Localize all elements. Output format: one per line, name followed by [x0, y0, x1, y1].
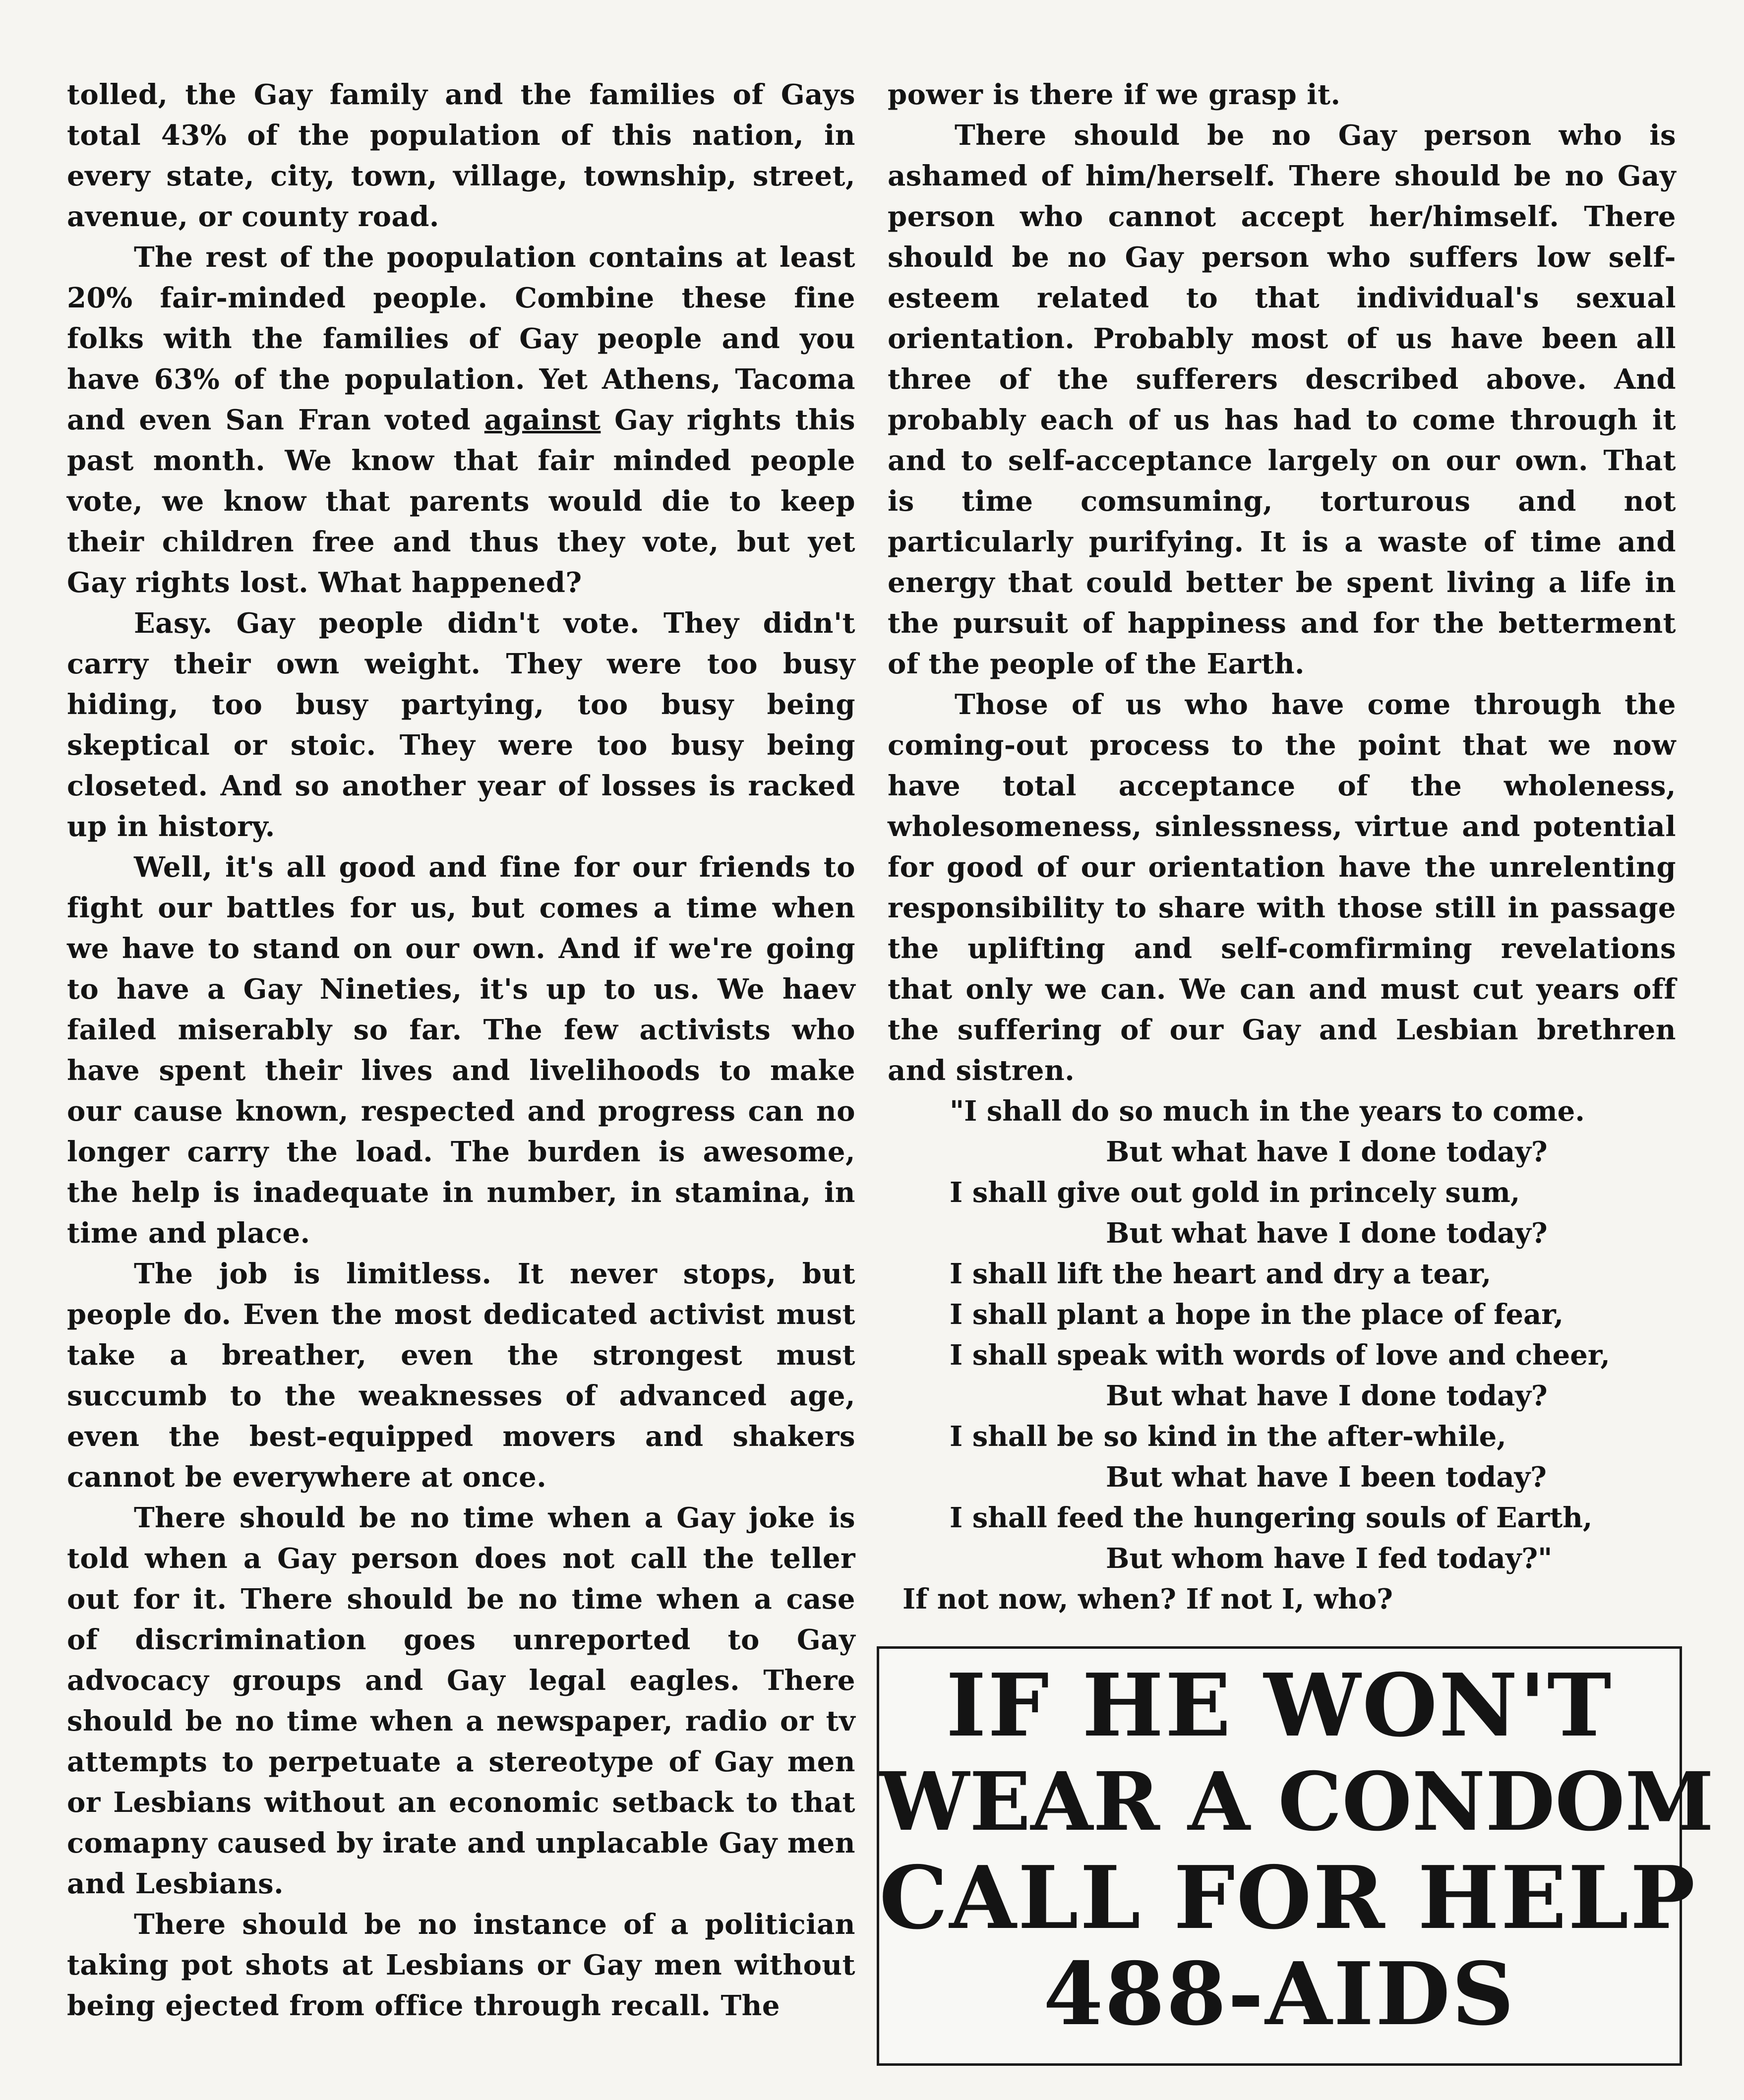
article-paragraph: Well, it's all good and fine for our friends to fight our battles for us, but comes a time when we have to stand on our own. And if we're going to have a Gay Nineties, it's up to us. We haev failed miserably so far. The few activists who have spent their lives and livelihoods to make our cause known, respected and progress can no longer carry the load. The burden is awesome, the help is inadequate in number, in stamina, in time and place.: [67, 851, 855, 1250]
poem-line: But what have I done today?: [1106, 1380, 1548, 1412]
article-paragraph: Easy. Gay people didn't vote. They didn't carry their own weight. They were too busy hiding, too busy partying, too busy being skeptical or stoic. They were too busy being closeted. And so another year of losses is racked up in history.: [67, 607, 855, 843]
ad-line-1: IF HE WON'T: [946, 1655, 1613, 1756]
ad-phone-number: 488-AIDS: [1043, 1944, 1516, 2045]
condom-ad-box: [877, 1646, 1714, 2066]
article-paragraph: tolled, the Gay family and the families of Gays total 43% of the population of this nation, in every state, city, town, village, township, street, avenue, or county road.: [67, 78, 855, 233]
poem-line: "I shall do so much in the years to come.: [950, 1095, 1585, 1128]
poem-line: I shall give out gold in princely sum,: [950, 1176, 1520, 1209]
poem: [888, 1091, 1676, 1620]
ad-line-2: WEAR A CONDOM: [879, 1755, 1714, 1849]
left-column: [67, 74, 855, 2026]
poem-line: I shall feed the hungering souls of Earth,: [950, 1501, 1593, 1534]
poem-line: I shall speak with words of love and cheer,: [950, 1339, 1610, 1372]
ad-line-3: CALL FOR HELP: [879, 1848, 1697, 1949]
article-paragraph: The rest of the poopulation contains at least 20% fair-minded people. Combine these fine folks with the families of Gay people and you have 63% of the population. Yet Athens, Tacoma and even San Fran voted against Gay rights this past month. We know that fair minded people vote, we know that parents would die to keep their children free and thus they vote, but yet Gay rights lost. What happened?: [67, 241, 855, 599]
article-paragraph: The job is limitless. It never stops, but people do. Even the most dedicated activist must take a breather, even the strongest must succumb to the weaknesses of advanced age, even the best-equipped movers and shakers cannot be everywhere at once.: [67, 1258, 855, 1494]
poem-closing: If not now, when? If not I, who?: [902, 1583, 1393, 1616]
poem-line: I shall plant a hope in the place of fear,: [950, 1298, 1564, 1331]
poem-line: I shall lift the heart and dry a tear,: [950, 1258, 1492, 1290]
article-paragraph: There should be no time when a Gay joke is told when a Gay person does not call the teller out for it. There should be no time when a case of discrimination goes unreported to Gay advocacy groups and Gay legal eagles. There should be no time when a newspaper, radio or tv attempts to perpetuate a stereotype of Gay men or Lesbians without an economic setback to that comapny caused by irate and unplacable Gay men and Lesbians.: [67, 1501, 855, 1900]
right-column: [888, 74, 1676, 1620]
article-paragraph: There should be no Gay person who is ashamed of him/herself. There should be no Gay person who cannot accept her/himself. There should be no Gay person who suffers low self-esteem related to that individual's sexual orientation. Probably most of us have been all three of the sufferers described above. And probably each of us has had to come through it and to self-acceptance largely on our own. That is time comsuming, torturous and not particularly purifying. It is a waste of time and energy that could better be spent living a life in the pursuit of happiness and for the betterment of the people of the Earth.: [888, 119, 1676, 680]
article-paragraph: power is there if we grasp it.: [888, 78, 1341, 111]
poem-line: But what have I been today?: [1106, 1461, 1547, 1494]
poem-line: I shall be so kind in the after-while,: [950, 1420, 1506, 1453]
poem-line: But what have I done today?: [1106, 1217, 1548, 1250]
underlined-word: against: [484, 404, 601, 436]
article-paragraph: Those of us who have come through the coming-out process to the point that we now have total acceptance of the wholeness, wholesomeness, sinlessness, virtue and potential for good of our orientation have the unrelenting responsibility to share with those still in passage the uplifting and self-comfirming revelations that only we can. We can and must cut years off the suffering of our Gay and Lesbian brethren and sistren.: [888, 688, 1676, 1087]
poem-line: But what have I done today?: [1106, 1136, 1548, 1168]
article-paragraph: There should be no instance of a politician taking pot shots at Lesbians or Gay men without being ejected from office through recall. The: [67, 1908, 855, 2022]
poem-line: But whom have I fed today?": [1106, 1542, 1553, 1575]
